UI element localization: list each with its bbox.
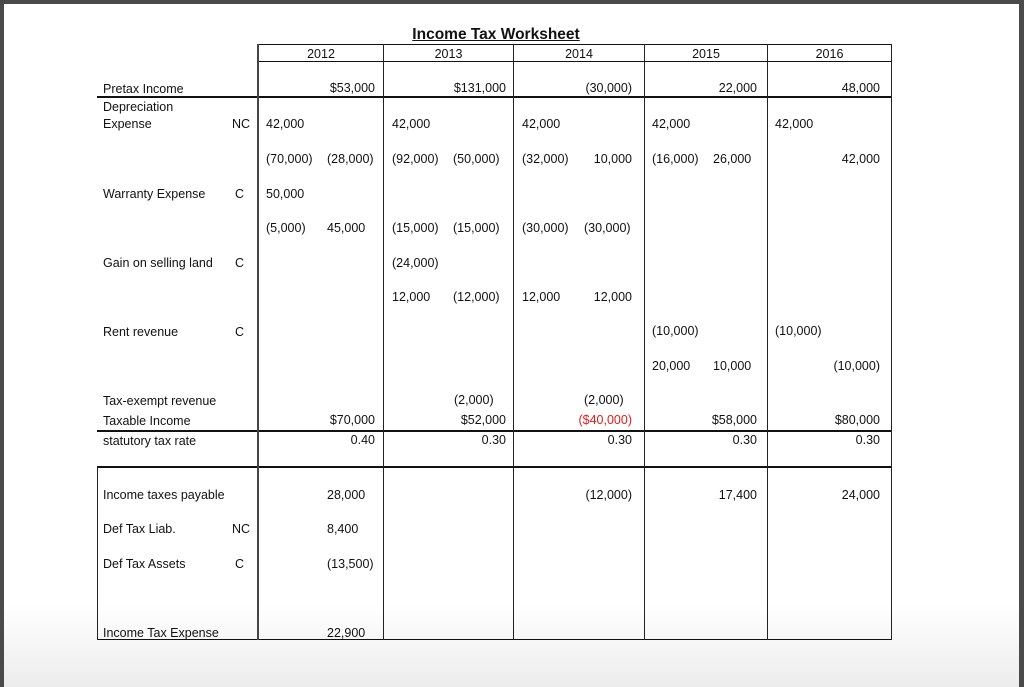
depr-2014: 42,000 bbox=[522, 117, 561, 131]
tax-rate-label: statutory tax rate bbox=[103, 434, 197, 448]
depr-2012: 42,000 bbox=[266, 117, 305, 131]
depr-2013: 42,000 bbox=[392, 117, 431, 131]
taxes-payable-2012: 28,000 bbox=[327, 488, 366, 502]
section2-left-line bbox=[97, 466, 98, 640]
warranty-2012: 50,000 bbox=[266, 187, 305, 201]
warranty-diff-2013-a: (15,000) bbox=[392, 221, 439, 235]
warranty-type: C bbox=[235, 187, 245, 201]
depreciation-label-2: Expense bbox=[103, 117, 152, 131]
warranty-diff-2012-a: (5,000) bbox=[266, 221, 306, 235]
tax-exempt-2014: (2,000) bbox=[584, 393, 624, 407]
rent-type: C bbox=[235, 325, 245, 339]
taxable-underline bbox=[97, 430, 891, 432]
worksheet-title: Income Tax Worksheet bbox=[412, 26, 580, 43]
depr-diff-2015-a: (16,000) bbox=[652, 152, 699, 166]
gain-land-diff-2014-b: 12,000 bbox=[593, 290, 632, 304]
depr-diff-2016: 42,000 bbox=[841, 152, 880, 166]
tax-exempt-label: Tax-exempt revenue bbox=[103, 394, 217, 408]
depr-diff-2013-a: (92,000) bbox=[392, 152, 439, 166]
depr-2016: 42,000 bbox=[775, 117, 814, 131]
taxes-payable-2016: 24,000 bbox=[841, 488, 880, 502]
col-divider-2014 bbox=[644, 44, 645, 640]
def-tax-liab-type: NC bbox=[232, 522, 251, 536]
gain-land-diff-2014-a: 12,000 bbox=[522, 290, 561, 304]
depr-diff-2013-b: (50,000) bbox=[453, 152, 500, 166]
def-tax-assets-type: C bbox=[235, 557, 245, 571]
taxable-2016: $80,000 bbox=[834, 413, 880, 427]
pretax-2013: $131,000 bbox=[453, 81, 506, 95]
warranty-diff-2013-b: (15,000) bbox=[453, 221, 500, 235]
depr-diff-2014-a: (32,000) bbox=[522, 152, 569, 166]
def-tax-assets-2012: (13,500) bbox=[327, 557, 374, 571]
depreciation-label-1: Depreciation bbox=[103, 100, 174, 114]
tax-rate-2015: 0.30 bbox=[732, 433, 757, 447]
tax-exempt-2013: (2,000) bbox=[454, 393, 494, 407]
pretax-underline bbox=[97, 96, 891, 98]
taxable-2014: ($40,000) bbox=[578, 413, 632, 427]
rent-diff-2015-b: 10,000 bbox=[713, 359, 752, 373]
rent-2015: (10,000) bbox=[652, 324, 699, 338]
tax-rate-2012: 0.40 bbox=[350, 433, 375, 447]
gain-land-type: C bbox=[235, 256, 245, 270]
col-divider-2016 bbox=[891, 44, 892, 640]
def-tax-liab-2012: 8,400 bbox=[327, 522, 359, 536]
col-divider-2012 bbox=[383, 44, 384, 640]
year-header-2015: 2015 bbox=[692, 47, 720, 61]
gain-land-2013: (24,000) bbox=[392, 256, 439, 270]
warranty-diff-2014-a: (30,000) bbox=[522, 221, 569, 235]
tax-rate-2014: 0.30 bbox=[607, 433, 632, 447]
year-header-2014: 2014 bbox=[565, 47, 593, 61]
header-top-line bbox=[257, 44, 891, 45]
def-tax-liab-label: Def Tax Liab. bbox=[103, 522, 176, 536]
gain-land-diff-2013-b: (12,000) bbox=[453, 290, 500, 304]
depr-diff-2014-b: 10,000 bbox=[593, 152, 632, 166]
header-bottom-line bbox=[257, 61, 891, 62]
rent-label: Rent revenue bbox=[103, 325, 179, 339]
tax-rate-2016: 0.30 bbox=[855, 433, 880, 447]
pretax-income-label: Pretax Income bbox=[103, 82, 184, 96]
pretax-2015: 22,000 bbox=[718, 81, 757, 95]
rent-2016: (10,000) bbox=[775, 324, 822, 338]
rent-diff-2016: (10,000) bbox=[833, 359, 880, 373]
taxable-2012: $70,000 bbox=[329, 413, 375, 427]
tax-rate-2013: 0.30 bbox=[481, 433, 506, 447]
gain-land-diff-2013-a: 12,000 bbox=[392, 290, 431, 304]
col-divider-label bbox=[257, 44, 259, 640]
taxes-payable-2015: 17,400 bbox=[718, 488, 757, 502]
tax-expense-label: Income Tax Expense bbox=[103, 626, 219, 640]
def-tax-assets-label: Def Tax Assets bbox=[103, 557, 186, 571]
tax-expense-2012: 22,900 bbox=[327, 626, 366, 640]
col-divider-2015 bbox=[767, 44, 768, 640]
depr-diff-2012-b: (28,000) bbox=[327, 152, 374, 166]
taxable-2015: $58,000 bbox=[711, 413, 757, 427]
depr-diff-2012-a: (70,000) bbox=[266, 152, 313, 166]
depr-2015: 42,000 bbox=[652, 117, 691, 131]
taxable-income-label: Taxable Income bbox=[103, 414, 191, 428]
taxable-2013: $52,000 bbox=[460, 413, 506, 427]
section2-top-line bbox=[97, 466, 891, 468]
warranty-label: Warranty Expense bbox=[103, 187, 206, 201]
pretax-2014: (30,000) bbox=[585, 81, 632, 95]
taxes-payable-label: Income taxes payable bbox=[103, 488, 225, 502]
warranty-diff-2014-b: (30,000) bbox=[584, 221, 631, 235]
pretax-2012: $53,000 bbox=[329, 81, 375, 95]
gain-land-label: Gain on selling land bbox=[103, 256, 213, 270]
warranty-diff-2012-b: 45,000 bbox=[327, 221, 366, 235]
pretax-2016: 48,000 bbox=[841, 81, 880, 95]
year-header-2012: 2012 bbox=[307, 47, 335, 61]
year-header-2013: 2013 bbox=[434, 47, 463, 61]
year-header-2016: 2016 bbox=[815, 47, 844, 61]
worksheet-page bbox=[4, 4, 1019, 687]
depreciation-type: NC bbox=[232, 117, 251, 131]
depr-diff-2015-b: 26,000 bbox=[713, 152, 752, 166]
taxes-payable-2014: (12,000) bbox=[585, 488, 632, 502]
col-divider-2013 bbox=[513, 44, 514, 640]
rent-diff-2015-a: 20,000 bbox=[652, 359, 691, 373]
